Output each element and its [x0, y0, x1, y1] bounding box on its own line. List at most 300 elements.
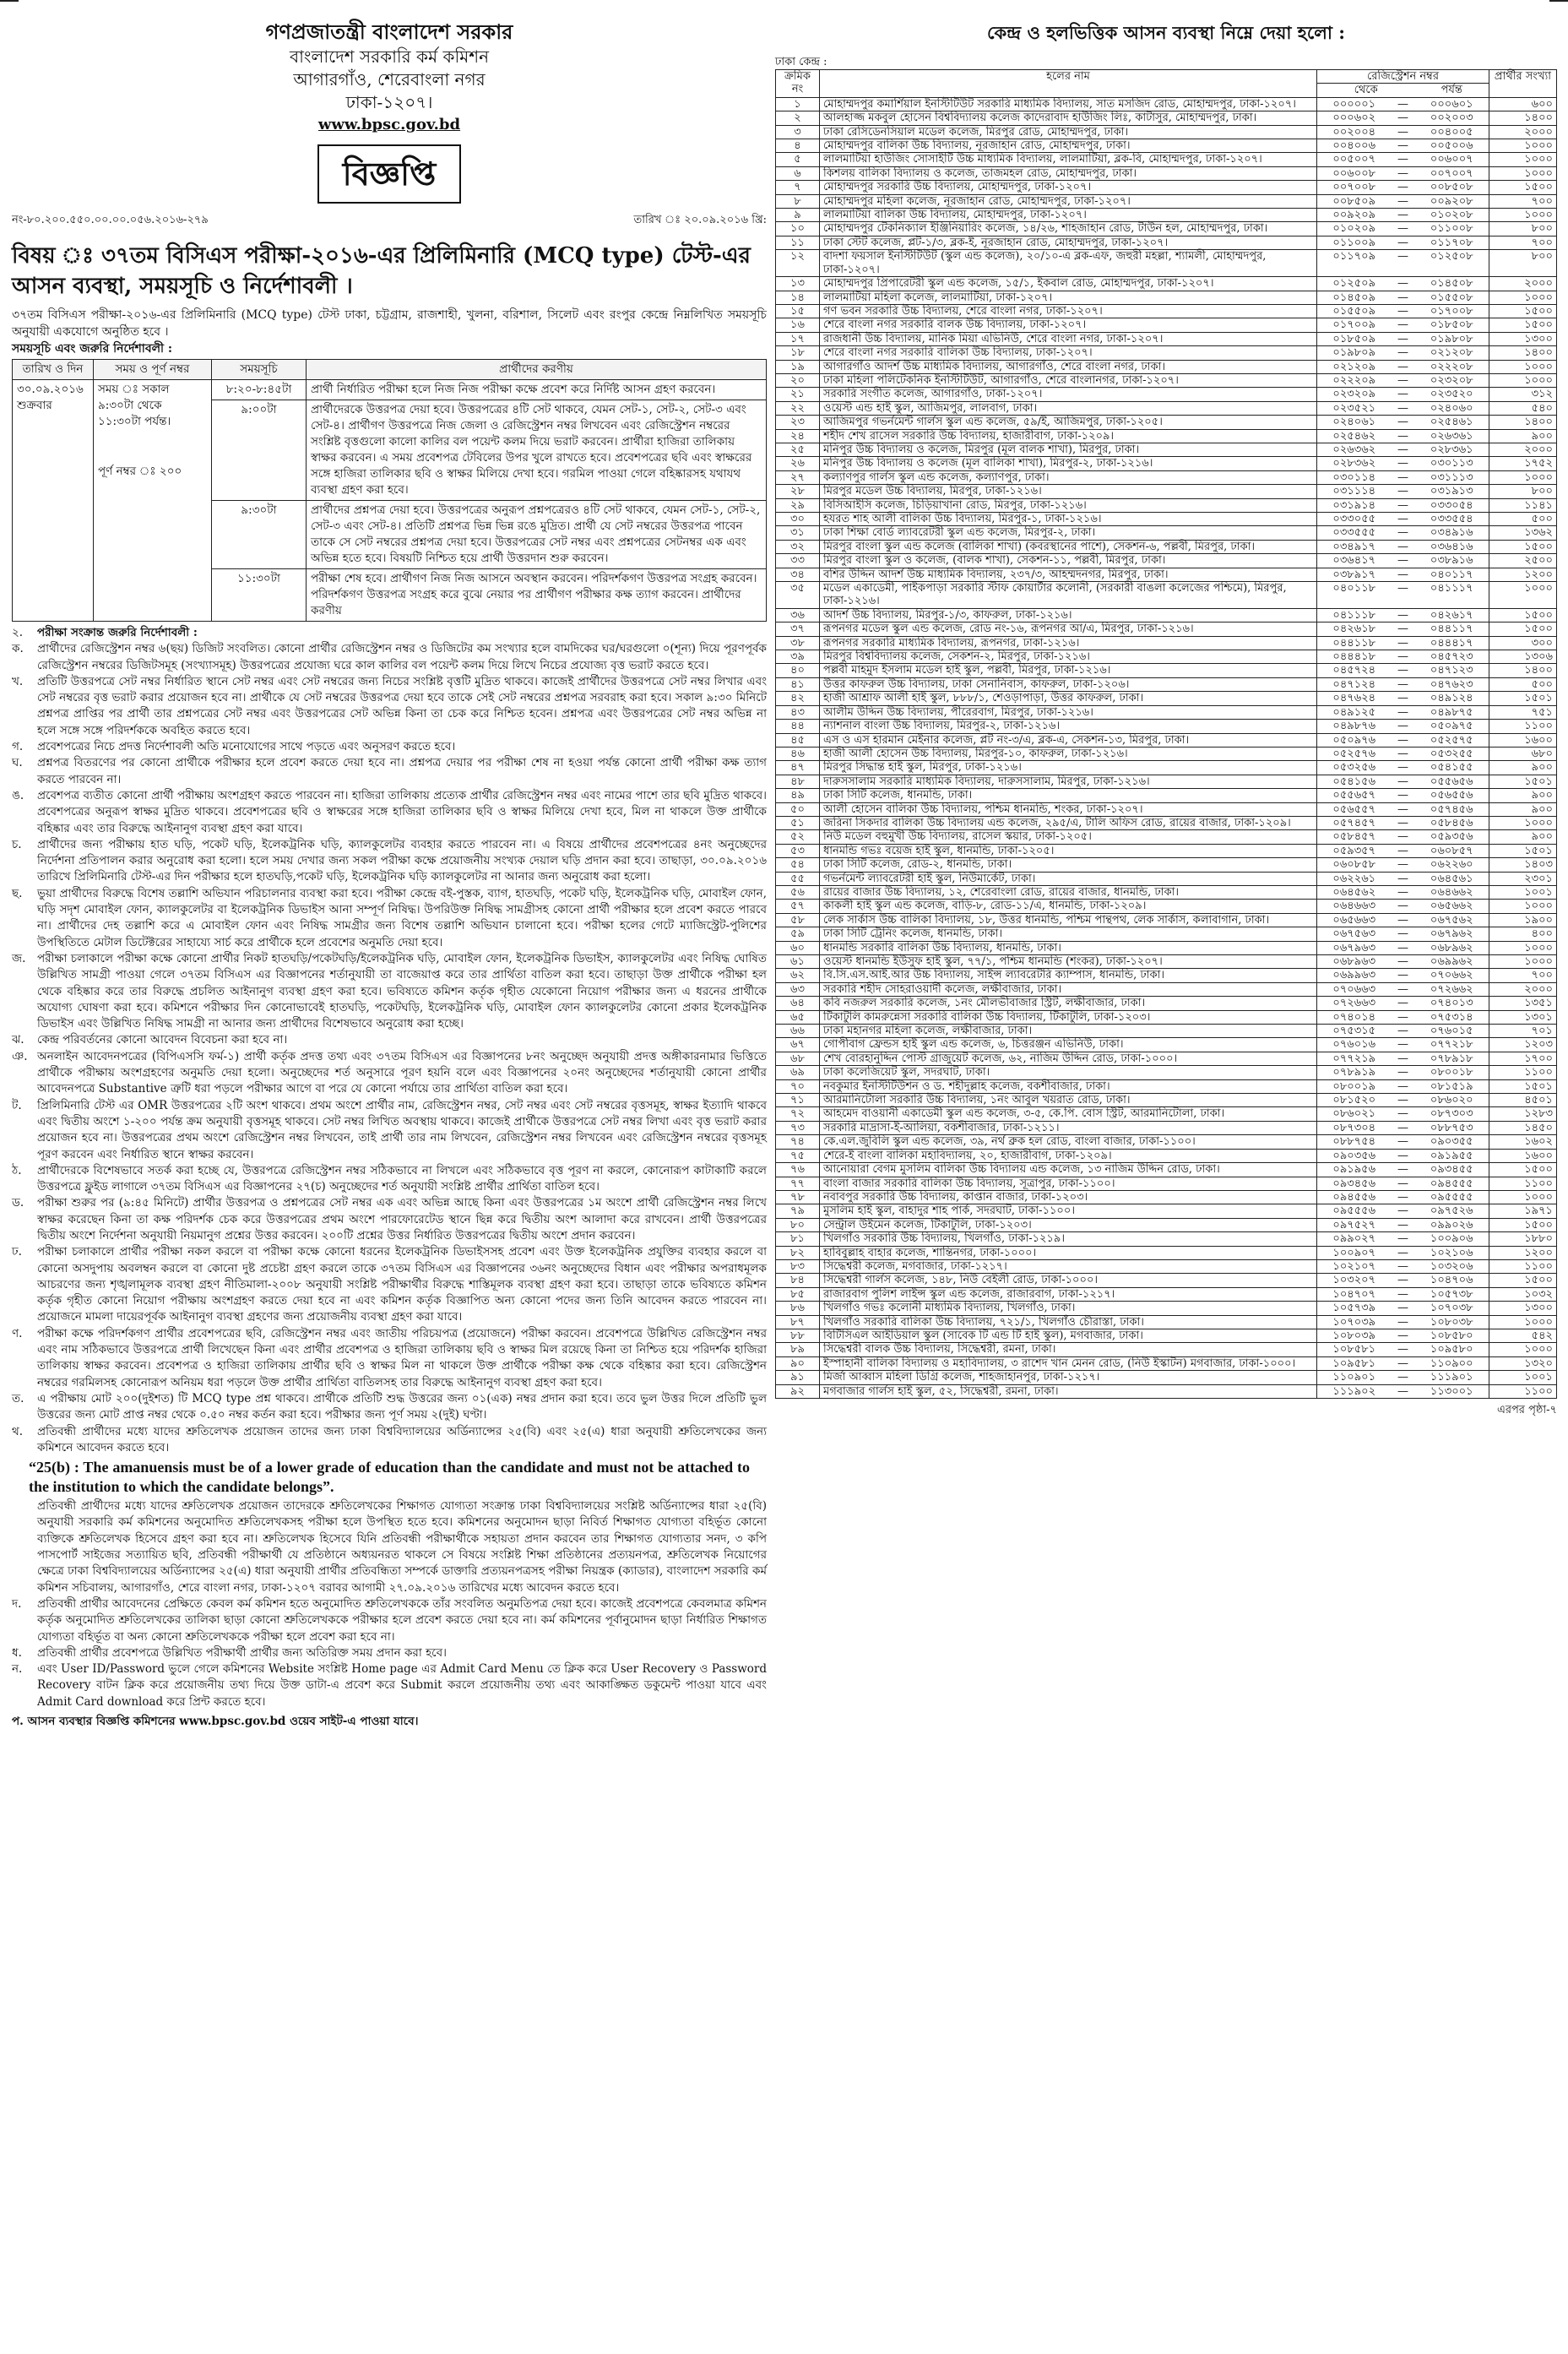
venue-name: আলহাজ্জ মকবুল হোসেন বিশ্ববিদ্যালয় কলেজ কাদেরাবাদ হাউজিং লিঃ, কাটাসুর, মোহাম্মদপুর, ঢাকা। — [820, 111, 1317, 125]
venue-count: ৮০০ — [1489, 250, 1557, 277]
venue-count: ১৮৮০ — [1489, 1232, 1557, 1246]
venue-reg-to: ০৭২৬৬২ — [1415, 982, 1489, 996]
venue-count: ১০০০ — [1489, 166, 1557, 180]
venue-reg-from: ০১৫৫০৯ — [1317, 304, 1392, 318]
venue-dash: — — [1392, 443, 1415, 456]
venue-reg-to: ০৯১৯৫৫ — [1415, 1149, 1489, 1162]
venue-row — [776, 388, 1557, 401]
venue-reg-to: ০২১২০৮ — [1415, 346, 1489, 360]
venue-count: ৮০০ — [1489, 222, 1557, 236]
venue-serial: ২৩ — [776, 416, 820, 429]
venue-serial: ১৮ — [776, 346, 820, 360]
venue-reg-from: ০৫৮৪৫৭ — [1317, 830, 1392, 844]
venue-serial: ৯০ — [776, 1356, 820, 1370]
venue-reg-from: ০৬৫৬৬৩ — [1317, 913, 1392, 927]
schedule-row — [13, 380, 767, 400]
instruction-text: প্রতিবন্ধী প্রার্থীর প্রবেশপত্রে উল্লিখিত পরীক্ষার্থী প্রার্থীর জন্য অতিরিক্ত সময় প্রদান করা হবে। — [37, 1645, 447, 1660]
venue-name: লালমাটিয়া বালিকা উচ্চ বিদ্যালয়, মোহাম্মদপুর, ঢাকা-১২০৭। — [820, 209, 1317, 222]
venue-name: শেরে বাংলা নগর সরকারি বালিকা উচ্চ বিদ্যালয়, ঢাকা-১২০৭। — [820, 346, 1317, 360]
instruction-label: ণ. — [12, 1326, 23, 1340]
venue-row — [776, 1329, 1557, 1342]
venue-count: ১৪০০ — [1489, 346, 1557, 360]
venue-row — [776, 346, 1557, 360]
venue-reg-from: ০০৯২০৯ — [1317, 209, 1392, 222]
venue-dash: — — [1392, 1149, 1415, 1162]
venue-reg-from: ০৩১১১৪ — [1317, 485, 1392, 498]
venue-serial: ৭৭ — [776, 1177, 820, 1190]
venue-count: ২০০০ — [1489, 125, 1557, 139]
venue-reg-from: ০২৩২০৯ — [1317, 388, 1392, 401]
venue-reg-to: ০৯০৩৫৫ — [1415, 1135, 1489, 1149]
venue-row — [776, 401, 1557, 415]
venue-reg-to: ০৭৪০১৩ — [1415, 997, 1489, 1010]
venue-dash: — — [1392, 1066, 1415, 1079]
venue-reg-to: ০০০৬০১ — [1415, 97, 1489, 111]
schedule-header-duties: প্রার্থীদের করণীয় — [307, 360, 767, 380]
venue-reg-from: ০৬৯৯৬৩ — [1317, 969, 1392, 982]
venue-count: ৫০০ — [1489, 513, 1557, 526]
venue-serial: ৪৪ — [776, 720, 820, 733]
venue-serial: ৬৯ — [776, 1066, 820, 1079]
venue-count: ১২০৩ — [1489, 1038, 1557, 1052]
venue-name: ওয়েস্ট এন্ড হাই স্কুল, আজিমপুর, লালবাগ, ঢাকা। — [820, 401, 1317, 415]
venue-reg-from: ০৯৩৪৫৬ — [1317, 1177, 1392, 1190]
venue-dash: — — [1392, 457, 1415, 470]
venue-name: মিরপুর সিদ্ধান্ত হাই স্কুল, মিরপুর, ঢাকা-১২১৬। — [820, 761, 1317, 775]
instruction-item — [12, 1244, 767, 1325]
venue-reg-from: ০১১৭০৯ — [1317, 250, 1392, 277]
venue-name: মোহাম্মদপুর বালিকা উচ্চ বিদ্যালয়, নূরজাহান রোড, মোহাম্মদপুর, ঢাকা। — [820, 139, 1317, 153]
venue-reg-from: ০৮১৫২০ — [1317, 1094, 1392, 1107]
venue-serial: ৮২ — [776, 1246, 820, 1259]
venue-row — [776, 1356, 1557, 1370]
instructions — [12, 625, 767, 1730]
instruction-text: প্রার্থীদের রেজিস্ট্রেশন নম্বর ৬(ছয়) ডিজিট সংবলিত। কোনো প্রার্থীর রেজিস্ট্রেশন নম্বর ও ডিজিটের কম সংখ্যার হলে বামদিকের ঘর/ঘরগুলো ০(শূন্য) দিয়ে পূরণপূর্বক রেজিস্ট্রেশন নম্বরের ডিজিটসমূহ (সংখ্যাসমূহ) উত্তরপত্রের প্রযোজ্য ঘরে কাল কালির বল পয়েন্ট কলম দিয়ে লিখে নিচের প্রযোজ্য বৃত্ত ভরাট করতে হবে। — [37, 642, 767, 672]
venue-dash: — — [1392, 1302, 1415, 1315]
venue-row — [776, 636, 1557, 650]
venue-serial: ৬৪ — [776, 997, 820, 1010]
venue-name: আহমেদ বাওয়ানী একাডেমী স্কুল এন্ড কলেজ, ৩-৫, কে.পি. বোস স্ট্রিট, আরমানিটোলা, ঢাকা। — [820, 1107, 1317, 1121]
venue-reg-to: ০৪৪৪১৭ — [1415, 636, 1489, 650]
venue-row — [776, 485, 1557, 498]
venue-reg-from: ০৪০১১৮ — [1317, 582, 1392, 609]
venue-reg-from: ০৪১১১৮ — [1317, 608, 1392, 622]
venue-count: ১১০০ — [1489, 1177, 1557, 1190]
venue-serial: ২১ — [776, 388, 820, 401]
venue-row — [776, 1149, 1557, 1162]
venue-name: নবকুমার ইনস্টিটিউশন ও ড. শহীদুল্লাহ কলেজ, বকশীবাজার, ঢাকা। — [820, 1079, 1317, 1093]
venue-name: বি.সি.এস.আই.আর উচ্চ বিদ্যালয়, সাইন্স ল্যাবরেটরি ক্যাম্পাস, ধানমন্ডি, ঢাকা। — [820, 969, 1317, 982]
instruction-text: প্রবেশপত্রের নিচে প্রদত্ত নির্দেশাবলী অতি মনোযোগের সাথে পড়তে এবং অনুসরণ করতে হবে। — [37, 740, 456, 754]
venue-reg-to: ০৩০১১৩ — [1415, 457, 1489, 470]
venue-serial: ৭২ — [776, 1107, 820, 1121]
instruction-item — [12, 1391, 767, 1424]
instruction-list — [12, 641, 767, 1456]
instruction-item — [12, 1498, 767, 1596]
venue-reg-to: ০৯৯০২৬ — [1415, 1218, 1489, 1231]
venue-reg-from: ০৫৭৪৫৭ — [1317, 816, 1392, 829]
venue-dash: — — [1392, 955, 1415, 969]
venue-reg-from: ০৭৪০১৪ — [1317, 1010, 1392, 1024]
venue-serial: ৫১ — [776, 816, 820, 829]
venue-row — [776, 816, 1557, 829]
venue-reg-to: ০১১০০৮ — [1415, 222, 1489, 236]
header-from: থেকে — [1317, 84, 1415, 97]
venue-row — [776, 1177, 1557, 1190]
venue-serial: ৩৬ — [776, 608, 820, 622]
venue-count: ১০০০ — [1489, 941, 1557, 954]
venue-name: মুসলিম হাই স্কুল, বাহাদুর শাহ পার্ক, সদরঘাট, ঢাকা-১১০০। — [820, 1204, 1317, 1218]
venue-reg-from: ০৫৩২৫৬ — [1317, 761, 1392, 775]
venue-serial: ৬২ — [776, 969, 820, 982]
venue-count: ৫০০ — [1489, 677, 1557, 691]
venue-reg-to: ০৪৯১২৪ — [1415, 692, 1489, 705]
venue-count: ২০০০ — [1489, 277, 1557, 291]
venue-row — [776, 872, 1557, 885]
venue-serial: ৩১ — [776, 526, 820, 540]
venue-count: ১০০০ — [1489, 900, 1557, 913]
venue-reg-from: ০৪৭১২৪ — [1317, 677, 1392, 691]
venue-name: বাদশা ফয়সাল ইনস্টিটিউট (স্কুল এন্ড কলেজ), ২০/১০-এ ব্লক-এফ, জহুরী মহল্লা, শ্যামলী, মোহাম্মদপুর, ঢাকা-১২০৭। — [820, 250, 1317, 277]
venue-dash: — — [1392, 692, 1415, 705]
instruction-label: ঝ. — [12, 1033, 24, 1047]
venue-reg-to: ০১৭০০৮ — [1415, 304, 1489, 318]
instruction-item — [12, 788, 767, 837]
venue-row — [776, 775, 1557, 788]
venue-dash: — — [1392, 125, 1415, 139]
venue-row — [776, 1204, 1557, 1218]
venue-dash: — — [1392, 236, 1415, 249]
venue-name: হাবিবুল্লাহ বাহার কলেজ, শান্তিনগর, ঢাকা-১০০০। — [820, 1246, 1317, 1259]
instruction-item — [12, 1661, 767, 1710]
instruction-label: দ. — [12, 1596, 22, 1611]
venue-reg-to: ০০২০০৩ — [1415, 111, 1489, 125]
venue-name: লেক সার্কাস উচ্চ বালিকা বিদ্যালয়, ১৮, উত্তর ধানমন্ডি, পশ্চিম পান্থপথ, লেক সার্কাস, কলাবাগান, ঢাকা। — [820, 913, 1317, 927]
venue-reg-from: ১০২১০৭ — [1317, 1259, 1392, 1273]
venue-serial: ২৮ — [776, 485, 820, 498]
venue-name: গণ ভবন সরকারি উচ্চ বিদ্যালয়, শেরে বাংলা নগর, ঢাকা-১২০৭। — [820, 304, 1317, 318]
venue-count: ২৫০০ — [1489, 554, 1557, 568]
venue-reg-to: ০৭৬০১৫ — [1415, 1025, 1489, 1038]
venue-row — [776, 360, 1557, 373]
venue-reg-to: ০৮১৫১৯ — [1415, 1079, 1489, 1093]
venue-dash: — — [1392, 485, 1415, 498]
venue-serial: ৬৭ — [776, 1038, 820, 1052]
venue-serial: ৬৩ — [776, 982, 820, 996]
venue-name: আলী হোসেন বালিকা উচ্চ বিদ্যালয়, পশ্চিম ধানমন্ডি, শংকর, ঢাকা-১২০৭। — [820, 802, 1317, 816]
venue-row — [776, 277, 1557, 291]
venue-row — [776, 622, 1557, 636]
venue-row — [776, 194, 1557, 208]
venue-reg-from: ১০৫৭৩৯ — [1317, 1302, 1392, 1315]
venue-row — [776, 982, 1557, 996]
venue-name: হযরত শাহ আলী বালিকা উচ্চ বিদ্যালয়, মিরপুর-১, ঢাকা-১২১৬। — [820, 513, 1317, 526]
venue-count: ১৫০০ — [1489, 540, 1557, 553]
venue-reg-from: ০৪৭৬২৪ — [1317, 692, 1392, 705]
venue-serial: ৪১ — [776, 677, 820, 691]
venue-reg-to: ০৮৮৭৫৩ — [1415, 1121, 1489, 1134]
venue-name: আজিমপুর গভর্নমেন্ট গার্লস স্কুল এন্ড কলেজ, ৫৯/ই, আজিমপুর, ঢাকা-১২০৫। — [820, 416, 1317, 429]
venue-count: ১৪০০ — [1489, 416, 1557, 429]
venue-reg-from: ০১৯৮০৯ — [1317, 346, 1392, 360]
venue-count: ৯০০ — [1489, 789, 1557, 802]
venue-name: ঢাকা সিটি কলেজ, ধানমন্ডি, ঢাকা। — [820, 789, 1317, 802]
intro-paragraph: ৩৭তম বিসিএস পরীক্ষা-২০১৬-এর প্রিলিমিনারি (MCQ type) টেস্ট ঢাকা, চট্টগ্রাম, রাজশাহী, খুলনা, বরিশাল, সিলেট এবং রংপুর কেন্দ্রে নিম্নলিখিত সময়সূচি অনুযায়ী একযোগে অনুষ্ঠিত হবে । — [12, 308, 767, 339]
venue-reg-from: ০৫০৯৭৬ — [1317, 733, 1392, 747]
venue-serial: ৪৯ — [776, 789, 820, 802]
venue-dash: — — [1392, 969, 1415, 982]
venue-row — [776, 498, 1557, 512]
venue-count: ৮০০ — [1489, 485, 1557, 498]
venue-name: সিদ্ধেশ্বরী বালক উচ্চ বিদ্যালয়, সিদ্ধেশ্বরী, রমনা, ঢাকা। — [820, 1343, 1317, 1356]
venue-count: ৯০০ — [1489, 761, 1557, 775]
venue-reg-to: ১০৮৫৮০ — [1415, 1329, 1489, 1342]
venue-name: আরমানিটোলা সরকারি উচ্চ বিদ্যালয়, ১নং আবুল খয়রাত রোড, ঢাকা। — [820, 1094, 1317, 1107]
venue-row — [776, 1121, 1557, 1134]
venue-count: ১৬০০ — [1489, 1149, 1557, 1162]
venue-serial: ৮৯ — [776, 1343, 820, 1356]
venue-row — [776, 1302, 1557, 1315]
venue-row — [776, 1315, 1557, 1329]
venue-reg-from: ০০৮৫০৯ — [1317, 194, 1392, 208]
venue-count: ৯০০ — [1489, 802, 1557, 816]
venue-count: ১০০০ — [1489, 373, 1557, 387]
venue-count: ১৭০০ — [1489, 1052, 1557, 1065]
venue-row — [776, 1287, 1557, 1301]
venue-dash: — — [1392, 513, 1415, 526]
venue-dash: — — [1392, 582, 1415, 609]
venue-name: সরকারি মাদ্রাসা-ই-আলিয়া, বকশীবাজার, ঢাকা-১২১১। — [820, 1121, 1317, 1134]
venue-name: ঢাকা শিক্ষা বোর্ড ল্যাবরেটরী স্কুল এন্ড কলেজ, মিরপুর-২, ঢাকা। — [820, 526, 1317, 540]
venue-serial: ৪০ — [776, 664, 820, 677]
venue-serial: ৫৪ — [776, 858, 820, 872]
venue-count: ১৫০০ — [1489, 608, 1557, 622]
venue-row — [776, 1343, 1557, 1356]
venue-count: ১০০০ — [1489, 153, 1557, 166]
venue-row — [776, 1066, 1557, 1079]
schedule-date: ৩০.০৯.২০১৬ শুক্রবার — [13, 380, 94, 622]
venue-serial: ৫৬ — [776, 885, 820, 899]
venue-dash: — — [1392, 277, 1415, 291]
venue-name: মির্জা আব্বাস মহিলা ডিগ্রি কলেজ, শাহজাহানপুর, ঢাকা-১২১৭। — [820, 1371, 1317, 1384]
venue-name: মগবাজার গার্লস হাই স্কুল, ৫২, সিদ্ধেশ্বরী, রমনা, ঢাকা। — [820, 1384, 1317, 1398]
venue-reg-from: ০৫৪১৫৬ — [1317, 775, 1392, 788]
venue-reg-from: ০২৪০৬১ — [1317, 416, 1392, 429]
venue-row — [776, 166, 1557, 180]
venue-dash: — — [1392, 304, 1415, 318]
venue-serial: ৩০ — [776, 513, 820, 526]
venue-reg-to: ০১৯৮০৮ — [1415, 332, 1489, 345]
venue-serial: ৫৫ — [776, 872, 820, 885]
venue-serial: ৮৬ — [776, 1302, 820, 1315]
venue-count: ৫৪০ — [1489, 401, 1557, 415]
venue-table-body — [776, 97, 1557, 1398]
venue-reg-to: ০২৪০৬০ — [1415, 401, 1489, 415]
instruction-text: পরীক্ষা শুরুর পর (৯:৪৫ মিনিটে) প্রার্থীর উত্তরপত্র ও প্রশ্নপত্রের সেট নম্বর এক এবং অভিন্ন আছে কিনা এবং উত্তরপত্রের ১ম অংশে প্রার্থী রেজিস্ট্রেশন নম্বর লিখে স্বাক্ষর করেছেন কিনা তা কক্ষ পরিদর্শক চেক করে উত্তরপত্রের প্রথম অংশে পারফোরেটেড স্থানে ছিন্ন করে দ্বিতীয় অংশ আলাদা করে রাখবেন। প্রার্থী উত্তরপত্রের দ্বিতীয় অংশে নির্দেশনা অনুযায়ী নিয়মানুগ প্রশ্নের উত্তর করবেন। ২০০টি প্রশ্নের উত্তর নির্ধারিত উত্তরপত্রের দ্বিতীয় অংশে প্রদান করবেন। — [37, 1196, 767, 1242]
instruction-heading — [12, 625, 767, 641]
venue-row — [776, 1010, 1557, 1024]
venue-reg-to: ০৯৭৫২৬ — [1415, 1204, 1489, 1218]
venue-row — [776, 1274, 1557, 1287]
venue-name: কে.এল.জুবিলি স্কুল এন্ড কলেজ, ৩৯, নর্থ ব্রুক হল রোড, বাংলা বাজার, ঢাকা-১১০০। — [820, 1135, 1317, 1149]
venue-count: ১৫০০ — [1489, 1218, 1557, 1231]
venue-count: ১১০০ — [1489, 1259, 1557, 1273]
venue-reg-from: ০৩৬৪১৭ — [1317, 554, 1392, 568]
venue-serial: ৭৩ — [776, 1121, 820, 1134]
venue-reg-from: ০৬৭৫৬৩ — [1317, 927, 1392, 941]
venue-name: সরকারি সংগীত কলেজ, আগারগাঁও, ঢাকা-১২০৭। — [820, 388, 1317, 401]
venue-serial: ১৯ — [776, 360, 820, 373]
venue-serial: ৭০ — [776, 1079, 820, 1093]
venue-reg-to: ০৩৮৯১৬ — [1415, 554, 1489, 568]
venue-reg-from: ০৭৬০১৬ — [1317, 1038, 1392, 1052]
venue-dash: — — [1392, 747, 1415, 760]
venue-reg-to: ০৪১১১৭ — [1415, 582, 1489, 609]
government-name: গণপ্রজাতন্ত্রী বাংলাদেশ সরকার — [265, 19, 513, 44]
instruction-heading-text: পরীক্ষা সংক্রান্ত জরুরি নির্দেশাবলী : — [37, 626, 198, 639]
venue-reg-to: ০৩৩০৫৪ — [1415, 498, 1489, 512]
instruction-item — [12, 1645, 767, 1661]
venue-name: রূপনগর মডেল স্কুল এন্ড কলেজ, রোড নং-১৬, রূপনগর আ/এ, মিরপুর, ঢাকা-১২১৬। — [820, 622, 1317, 636]
instruction-text: প্রতিবন্ধী প্রার্থীর আবেদনের প্রেক্ষিতে কেবল কর্ম কমিশন হতে অনুমোদিত শ্রুতিলেখককে তাঁর সংবলিত অনুমতিপত্র দেয়া হবে। কাজেই প্রবেশপত্রে কেবলমাত্র কমিশন কর্তৃক অনুমোদিত শ্রুতিলেখকের তালিকা ছাড়া কোনো শ্রুতিলেখককে পরীক্ষার হলে প্রবেশ করতে দেয়া হবে না। কর্ম কমিশনের পূর্বানুমোদন ছাড়া নির্ধারিত শিক্ষাগত যোগ্যতা বহির্ভূত বা অন্য কোনো শ্রুতিলেখককে পরীক্ষা হলে প্রবেশ করা হবে না। — [37, 1596, 767, 1644]
schedule-slot: ৮:২০-৮:৪৫টা — [212, 380, 307, 400]
instruction-text: পরীক্ষা চলাকালে প্রার্থীর পরীক্ষা নকল করলে বা পরীক্ষা কক্ষে কোনো ধরনের ইলেকট্রনিক ডিভাইসসহ প্রবেশ এবং উক্ত ইলেকট্রনিক প্রযুক্তির ব্যবহার করলে বা কোনো অসদুপায় অবলম্বন করলে বা কোনো দুষ্ট প্রচেষ্টা গ্রহণ করলে তাকে ৩৭তম বিসিএস এর বিজ্ঞাপনের ৩৬নং অনুচ্ছেদের বিধান এবং পরীক্ষার অপরাধমূলক আচরণের জন্য শৃঙ্খলামূলক ব্যবস্থা গ্রহণ নীতিমালা-২০০৮ অনুযায়ী সংশ্লিষ্ট পরীক্ষার্থীর বিরুদ্ধে শাস্তিমূলক ব্যবস্থা গ্রহণ করা হবে। তাছাড়া তাকে ভবিষ্যতে কমিশন কর্তৃক গৃহীত কোনো নিয়োগ পরীক্ষায় অংশগ্রহণ করতে দেয়া হবে না এবং কমিশন কর্তৃক বিজ্ঞাপিত অন্য কোনো পদের জন্য তিনি আবেদন করতে পারবেন না। প্রয়োজনে মামলা দায়েরপূর্বক আইনানুগ ব্যবস্থা গ্রহণের জন্য প্রয়োজনীয় ব্যবস্থা গ্রহণ করা যাবে। — [37, 1245, 767, 1324]
venue-name: মিরপুর বিশ্ববিদ্যালয় কলেজ, সেকশন-২, মিরপুর, ঢাকা-১২১৬। — [820, 650, 1317, 664]
venue-reg-from: ০০০৬০২ — [1317, 111, 1392, 125]
venue-count: ১৬০০ — [1489, 733, 1557, 747]
venue-reg-to: ০৬৫৬৬২ — [1415, 900, 1489, 913]
venue-reg-from: ০৭২৬৬৩ — [1317, 997, 1392, 1010]
venue-reg-from: ০৬২২৬১ — [1317, 872, 1392, 885]
venue-row — [776, 1052, 1557, 1065]
instruction-label: ঢ. — [12, 1245, 22, 1259]
schedule-header-time: সময় ও পূর্ণ নম্বর — [94, 360, 212, 380]
venue-reg-to: ০৬৪৬৬২ — [1415, 885, 1489, 899]
venue-serial: ৬১ — [776, 955, 820, 969]
instruction-label: ঘ. — [12, 756, 23, 770]
venue-serial: ৪২ — [776, 692, 820, 705]
venue-dash: — — [1392, 1107, 1415, 1121]
venue-name: ঢাকা মহানগর মহিলা কলেজ, লক্ষীবাজার, ঢাকা। — [820, 1025, 1317, 1038]
header-reg: রেজিস্ট্রেশন নম্বর — [1317, 70, 1489, 84]
venue-reg-to: ০৫৬৫৫৬ — [1415, 789, 1489, 802]
venue-reg-to: ০৬৪৫৬১ — [1415, 872, 1489, 885]
venue-reg-to: ০৭৫৩১৪ — [1415, 1010, 1489, 1024]
website-link[interactable]: www.bpsc.gov.bd — [317, 116, 461, 133]
instruction-label — [12, 1498, 37, 1596]
instruction-item — [12, 1326, 767, 1391]
instruction-text: প্রতিবন্ধী প্রার্থীদের মধ্যে যাদের শ্রুতিলেখক প্রয়োজন তাদের জন্য ঢাকা বিশ্ববিদ্যালয়ের অর্ডিন্যান্সের ২৫(বি) এবং ২৫(এ) ধারা অনুযায়ী শ্রুতিলেখকের জন্য কমিশনে আবেদন করতে হবে। — [37, 1424, 767, 1454]
instruction-label: গ. — [12, 740, 24, 754]
venue-dash: — — [1392, 733, 1415, 747]
venue-row — [776, 222, 1557, 236]
venue-dash: — — [1392, 705, 1415, 719]
venue-dash: — — [1392, 775, 1415, 788]
venue-serial: ৫০ — [776, 802, 820, 816]
venue-serial: ৮৮ — [776, 1329, 820, 1342]
website-note: প. আসন ব্যবস্থার বিজ্ঞপ্তি কমিশনের www.bpsc.gov.bd ওয়েব সাইট-এ পাওয়া যাবে। — [12, 1715, 419, 1728]
venue-row — [776, 1232, 1557, 1246]
venue-name: ইস্পাহানী বালিকা বিদ্যালয় ও মহাবিদ্যালয়, ৩ রাশেদ খান মেনন রোড, (নিউ ইস্কাটন) মগবাজার, ঢাকা-১০০০। — [820, 1356, 1317, 1370]
venue-reg-from: ০৫৯৩৫৭ — [1317, 844, 1392, 857]
schedule-time-marks — [94, 380, 212, 622]
venue-serial: ৬৫ — [776, 1010, 820, 1024]
venue-reg-to: ০৪৫৭২৩ — [1415, 650, 1489, 664]
venue-dash: — — [1392, 568, 1415, 581]
venue-count: ৭০০ — [1489, 236, 1557, 249]
venue-reg-from: ০৮০০১৯ — [1317, 1079, 1392, 1093]
venue-reg-to: ১০৫৭৩৮ — [1415, 1287, 1489, 1301]
venue-dash: — — [1392, 1025, 1415, 1038]
venue-dash: — — [1392, 1371, 1415, 1384]
venue-count: ৩১২ — [1489, 388, 1557, 401]
venue-reg-from: ০৬০৮৫৮ — [1317, 858, 1392, 872]
venue-row — [776, 568, 1557, 581]
venue-serial: ৮৫ — [776, 1287, 820, 1301]
venue-reg-to: ০৫৭৪৫৬ — [1415, 802, 1489, 816]
venue-reg-to: ০৭৭২১৮ — [1415, 1038, 1489, 1052]
venue-dash: — — [1392, 1259, 1415, 1273]
venue-name: ঢাকা সিটি ট্রেনিং কলেজ, ধানমন্ডি, ঢাকা। — [820, 927, 1317, 941]
venue-dash: — — [1392, 416, 1415, 429]
schedule-slot: ৯:০০টা — [212, 400, 307, 501]
venue-dash: — — [1392, 982, 1415, 996]
venue-count: ১৯৭১ — [1489, 1204, 1557, 1218]
venue-dash: — — [1392, 1356, 1415, 1370]
venue-reg-to: ০৩১৯১৩ — [1415, 485, 1489, 498]
instruction-text: প্রার্থীদেরকে বিশেষভাবে সতর্ক করা হচ্ছে যে, উত্তরপত্রে রেজিস্ট্রেশন নম্বর সঠিকভাবে না লিখলে এবং সঠিকভাবে বৃত্ত পূরণ না করলে, কোনোরূপ কাটাকাটি করলে উত্তরপত্রে ফ্লুইড লাগালে ৩৭তম বিসিএস এর বিজ্ঞাপনের ২৭(চ) অনুচ্ছেদের শর্ত অনুযায়ী সংশ্লিষ্ট প্রার্থীর প্রার্থিতা বাতিল হবে। — [37, 1163, 767, 1194]
venue-name: নবাবপুর সরকারি উচ্চ বিদ্যালয়, কাপ্তান বাজার, ঢাকা-১২০৩। — [820, 1190, 1317, 1204]
venue-name: কাকলী হাই স্কুল এন্ড কলেজ, বাড়ি-৮, রোড-১১/এ, ধানমন্ডি, ঢাকা-১২০৯। — [820, 900, 1317, 913]
venue-reg-to: ০৫২৫৭৫ — [1415, 733, 1489, 747]
venue-row — [776, 181, 1557, 194]
venue-count: ৬০০ — [1489, 97, 1557, 111]
venue-dash: — — [1392, 318, 1415, 332]
venue-dash: — — [1392, 997, 1415, 1010]
venue-serial: ১৭ — [776, 332, 820, 345]
venue-dash: — — [1392, 498, 1415, 512]
venue-reg-from: ০৬৮৯৬৩ — [1317, 955, 1392, 969]
venue-reg-to: ১০৩২০৬ — [1415, 1259, 1489, 1273]
venue-serial: ৭৫ — [776, 1149, 820, 1162]
seat-plan-column — [775, 19, 1557, 1420]
venue-name: আনোয়ারা বেগম মুসলিম বালিকা উচ্চ বিদ্যালয় এন্ড কলেজ, ১৩ নাজিম উদ্দিন রোড, ঢাকা। — [820, 1163, 1317, 1177]
venue-reg-to: ০০৫০০৬ — [1415, 139, 1489, 153]
venue-dash: — — [1392, 789, 1415, 802]
instruction-text: এ পরীক্ষায় মোট ২০০(দুইশত) টি MCQ type প্রশ্ন থাকবে। প্রার্থীকে প্রতিটি শুদ্ধ উত্তরের জন্য ০১(এক) নম্বর প্রদান করা হবে। তবে ভুল উত্তর দিলে প্রতিটি ভুল উত্তরের জন্য মোট প্রাপ্ত নম্বর থেকে ০.৫০ নম্বর কর্তন করা হবে। পরীক্ষার জন্য পূর্ণ সময় ২(দুই) ঘণ্টা। — [37, 1391, 767, 1422]
venue-dash: — — [1392, 802, 1415, 816]
venue-row — [776, 1371, 1557, 1384]
venue-dash: — — [1392, 622, 1415, 636]
venue-serial: ৬ — [776, 166, 820, 180]
venue-dash: — — [1392, 761, 1415, 775]
schedule-slot: ৯:৩০টা — [212, 501, 307, 569]
venue-reg-from: ০৯৫৫৫৬ — [1317, 1204, 1392, 1218]
venue-row — [776, 236, 1557, 249]
venue-reg-from: ০৩৩৫৫৫ — [1317, 526, 1392, 540]
venue-dash: — — [1392, 858, 1415, 872]
venue-name: হাজী আলী হোসেন উচ্চ বিদ্যালয়, মিরপুর-১০, কাফরুল, ঢাকা-১২১৬। — [820, 747, 1317, 760]
venue-reg-to: ০৯৩৪৫৫ — [1415, 1163, 1489, 1177]
venue-count: ১১০০ — [1489, 720, 1557, 733]
venue-count: ১০০০ — [1489, 360, 1557, 373]
instruction-text: কেন্দ্র পরিবর্তনের কোনো আবেদন বিবেচনা করা হবে না। — [37, 1033, 288, 1047]
venue-serial: ২০ — [776, 373, 820, 387]
venue-reg-to: ০৫৯৩৫৬ — [1415, 830, 1489, 844]
venue-reg-to: ০২৮৩৬১ — [1415, 443, 1489, 456]
instruction-item — [12, 837, 767, 886]
venue-reg-to: ০৬৯৯৬২ — [1415, 955, 1489, 969]
